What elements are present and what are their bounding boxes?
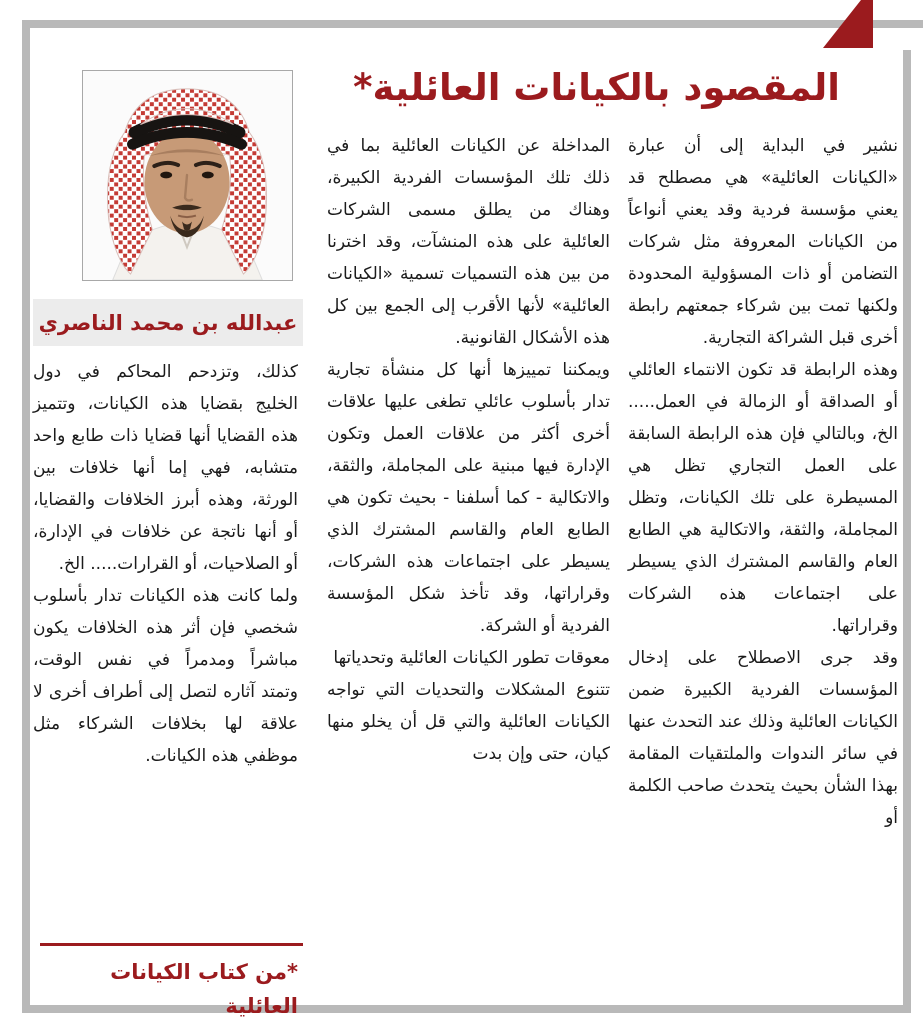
paragraph: المداخلة عن الكيانات العائلية بما في ذلك تلك المؤسسات الفردية الكبيرة، وهناك من يطلق مسمى الشركات العائلية على هذه المنشآت، وقد اخترنا من بين هذه التسميات تسمية «الكيانات العائلية» لأنها الأقرب إلى الجمع بين كل هذه الأشكال القانونية. <box>327 136 610 348</box>
text-column-middle <box>327 130 610 770</box>
footnote-divider-line <box>40 943 303 946</box>
article-title: المقصود بالكيانات العائلية* <box>353 66 840 109</box>
author-name-caption: عبدالله بن محمد الناصري <box>33 299 303 346</box>
text-column-right <box>628 130 898 834</box>
source-footnote: *من كتاب الكيانات العائلية <box>110 960 298 1018</box>
portrait-man-shemagh-illustration <box>83 71 292 280</box>
paragraph: وهذه الرابطة قد تكون الانتماء العائلي أو الصداقة أو الزمالة في العمل..... الخ، وبالتالي فإن هذه الرابطة السابقة على العمل التجاري تظل هي المسيطرة على تلك الكيانات، وتظل المجاملة، والثقة، والاتكالية هي الطابع العام والقاسم المشترك الذي يسيطر على اجتماعات هذه الشركات وقراراتها. <box>628 360 898 636</box>
section-subheading: معوقات تطور الكيانات العائلية وتحدياتها <box>333 648 610 668</box>
frame-right-line <box>903 50 911 1013</box>
paragraph: كذلك، وتزدحم المحاكم في دول الخليج بقضايا هذه الكيانات، وتتميز هذه القضايا أنها قضايا ذات طابع واحد متشابه، فهي إما أنها خلافات بين الورثة، وهذه أبرز الخلافات والقضايا، أو أنها ناتجة عن خلافات في الإدارة، أو الصلاحيات، أو القرارات..... الخ. <box>33 362 298 574</box>
paragraph: ولما كانت هذه الكيانات تدار بأسلوب شخصي فإن أثر هذه الخلافات يكون مباشراً ومدمراً في نفس الوقت، وتمتد آثاره لتصل إلى أطراف أخرى لا علاقة لها بخلافات الشركاء مثل موظفي هذه الكيانات. <box>33 586 298 766</box>
author-portrait-photo <box>82 70 293 281</box>
frame-left-line <box>22 20 30 1013</box>
paragraph: وقد جرى الاصطلاح على إدخال المؤسسات الفردية الكبيرة ضمن الكيانات العائلية وذلك عند التحدث عنها في سائر الندوات والملتقيات المقامة بهذا الشأن بحيث يتحدث صاحب الكلمة أو <box>628 648 898 828</box>
paragraph: ويمكننا تمييزها أنها كل منشأة تجارية تدار بأسلوب عائلي تطغى عليها علاقات أخرى أكثر من علاقات العمل وتكون الإدارة فيها مبنية على المجاملة، والثقة، والاتكالية - كما أسلفنا - بحيث تكون هي الطابع العام والقاسم المشترك الذي يسيطر على اجتماعات هذه الشركات، وقراراتها، وقد تأخذ شكل المؤسسة الفردية أو الشركة. <box>327 360 610 636</box>
paragraph: نشير في البداية إلى أن عبارة «الكيانات العائلية» هي مصطلح قد يعني مؤسسة فردية وقد يعني أنواعاً من الكيانات المعروفة مثل شركات التضامن أو ذات المسؤولية المحدودة ولكنها تمت بين شركاء جمعتهم رابطة أخرى قبل الشراكة التجارية. <box>628 136 898 348</box>
paragraph: تتنوع المشكلات والتحديات التي تواجه الكيانات العائلية والتي قل أن يخلو منها كيان، حتى وإن بدت <box>327 680 610 764</box>
text-column-left <box>33 356 298 772</box>
frame-top-line <box>22 20 923 28</box>
